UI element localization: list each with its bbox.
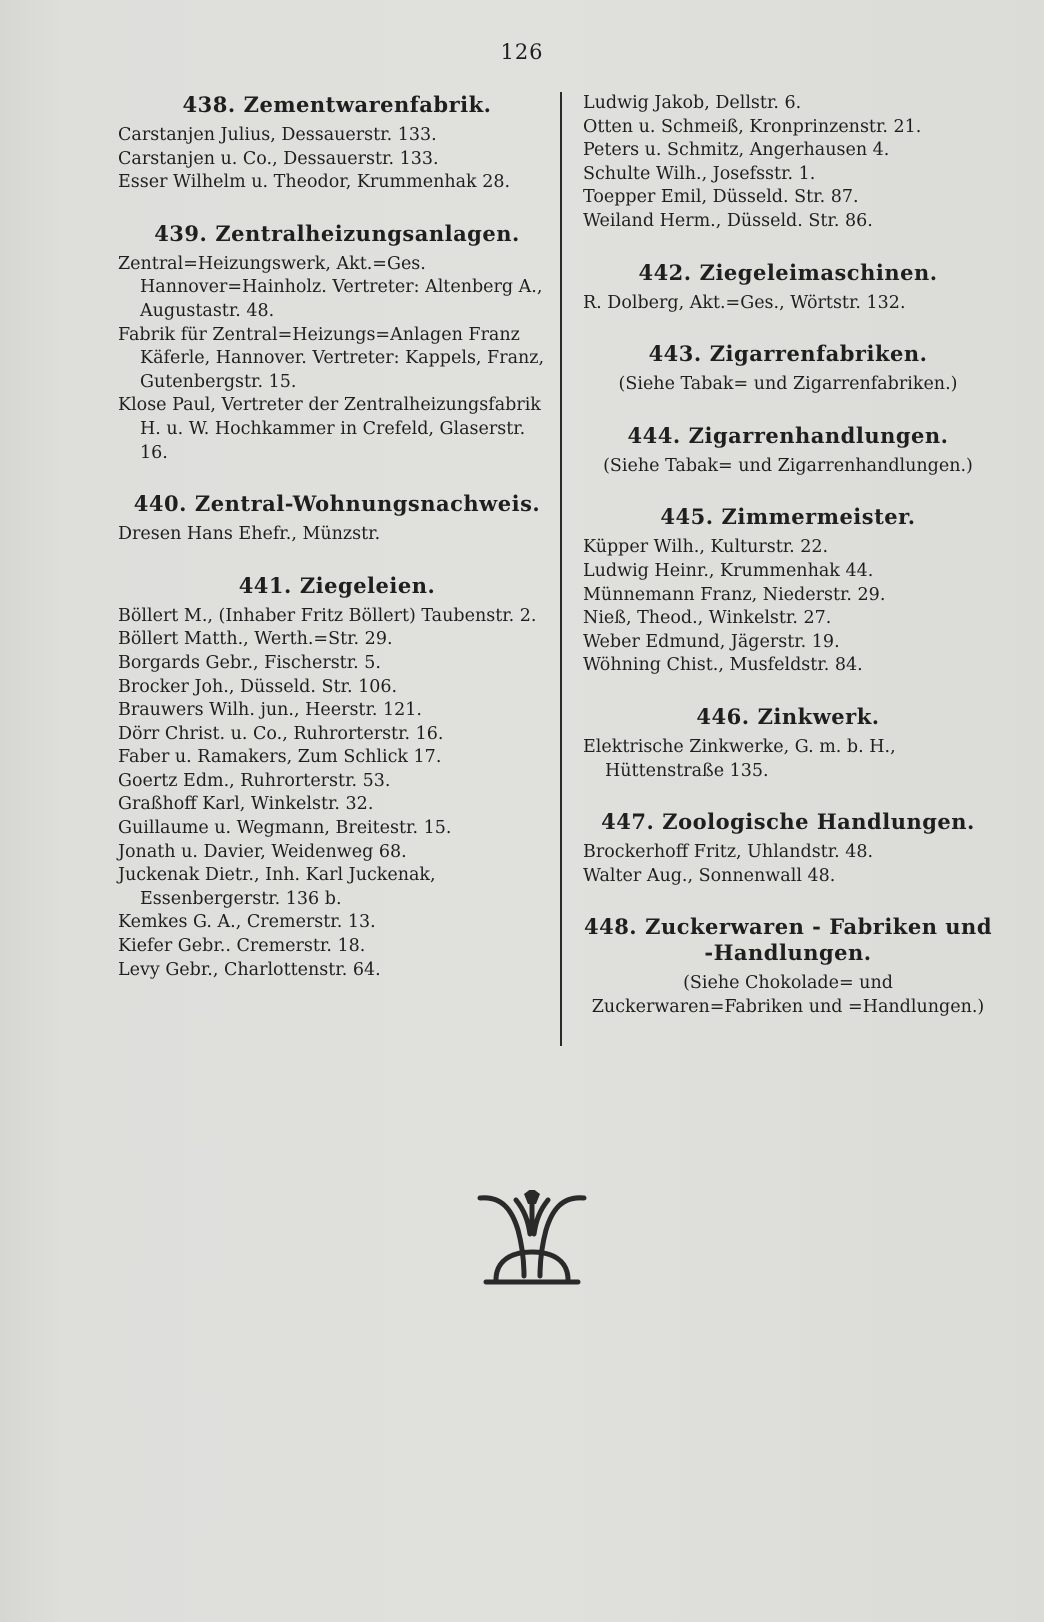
section-number: 443. (648, 341, 702, 367)
list-item: Juckenak Dietr., Inh. Karl Juckenak, Essenbergerstr. 136 b. (118, 865, 436, 909)
section-number: 448. (583, 914, 638, 940)
section-title: Zentralheizungsanlagen. (215, 220, 520, 246)
section-heading (118, 92, 556, 118)
list-item: Toepper Emil, Düsseld. Str. 87. (583, 187, 859, 208)
list-item: Jonath u. Davier, Weidenweg 68. (118, 841, 407, 862)
section-heading (118, 221, 556, 247)
section-heading (583, 809, 993, 835)
section-title: Ziegeleien. (299, 572, 436, 598)
section-heading (583, 341, 993, 367)
section-number: 440. (133, 491, 187, 517)
section-heading (583, 704, 993, 730)
section-title: Zoologische Handlungen. (662, 809, 975, 835)
section-440 (118, 491, 556, 547)
list-item: Esser Wilhelm u. Theodor, Krummenhak 28. (118, 172, 511, 193)
column-divider (560, 92, 562, 1046)
list-item: Faber u. Ramakers, Zum Schlick 17. (118, 747, 442, 768)
section-heading (583, 423, 993, 449)
section-447 (583, 809, 993, 888)
section-title: Zigarrenfabriken. (709, 341, 928, 367)
list-item: Küpper Wilh., Kulturstr. 22. (583, 537, 829, 558)
right-column (583, 92, 993, 1045)
list-item: Wöhning Chist., Musfeldstr. 84. (583, 655, 863, 676)
section-446 (583, 704, 993, 783)
list-item: R. Dolberg, Akt.=Ges., Wörtstr. 132. (583, 292, 906, 313)
section-number: 442. (638, 259, 692, 285)
section-title: Zuckerwaren - Fabriken und -Handlungen. (645, 914, 993, 966)
section-heading (118, 491, 556, 517)
section-442 (583, 260, 993, 316)
section-heading (583, 260, 993, 286)
section-448 (583, 914, 993, 1019)
list-item: Brockerhoff Fritz, Uhlandstr. 48. (583, 842, 874, 863)
section-number: 444. (627, 422, 681, 448)
list-item: Dörr Christ. u. Co., Ruhrorterstr. 16. (118, 723, 444, 744)
section-title: Zementwarenfabrik. (243, 92, 492, 117)
section-heading (118, 573, 556, 599)
section-title: Zimmermeister. (721, 504, 916, 530)
section-number: 447. (601, 809, 655, 835)
list-item: Elektrische Zinkwerke, G. m. b. H., Hüttenstraße 135. (583, 736, 896, 781)
list-item: Fabrik für Zentral=Heizungs=Anlagen Franz Käferle, Hannover. Vertreter: Kappels, Franz, Gutenbergstr. 15. (118, 324, 545, 392)
left-column (118, 92, 556, 1008)
cross-reference-note: (Siehe Chokolade= und Zuckerwaren=Fabriken und =Handlungen.) (591, 973, 985, 1017)
section-title: Zigarrenhandlungen. (688, 422, 949, 448)
art-nouveau-tulip-ornament-icon (472, 1190, 592, 1288)
list-item: Münnemann Franz, Niederstr. 29. (583, 584, 886, 605)
list-item: Peters u. Schmitz, Angerhausen 4. (583, 140, 890, 161)
list-item: Brocker Joh., Düsseld. Str. 106. (118, 676, 398, 697)
list-item: Böllert M., (Inhaber Fritz Böllert) Taubenstr. 2. (118, 605, 537, 626)
section-number: 439. (154, 220, 208, 246)
list-item: Carstanjen u. Co., Dessauerstr. 133. (118, 148, 439, 169)
list-item: Graßhoff Karl, Winkelstr. 32. (118, 794, 374, 815)
list-item: Otten u. Schmeiß, Kronprinzenstr. 21. (583, 116, 922, 137)
section-number: 446. (696, 703, 750, 729)
section-438 (118, 92, 556, 195)
list-item: Levy Gebr., Charlottenstr. 64. (118, 959, 381, 980)
section-title: Ziegeleimaschinen. (699, 259, 938, 285)
list-item: Borgards Gebr., Fischerstr. 5. (118, 652, 381, 673)
cross-reference-note: (Siehe Tabak= und Zigarrenfabriken.) (618, 374, 958, 395)
list-item: Guillaume u. Wegmann, Breitestr. 15. (118, 818, 452, 839)
section-444 (583, 423, 993, 479)
section-443 (583, 341, 993, 397)
section-title: Zinkwerk. (757, 703, 880, 729)
list-item: Ludwig Heinr., Krummenhak 44. (583, 560, 874, 581)
list-item: Brauwers Wilh. jun., Heerstr. 121. (118, 700, 422, 721)
list-item: Klose Paul, Vertreter der Zentralheizungsfabrik H. u. W. Hochkammer in Crefeld, Glaserstr. 16. (118, 395, 541, 463)
section-number: 441. (238, 572, 292, 598)
list-item: Zentral=Heizungswerk, Akt.=Ges. Hannover=Hainholz. Vertreter: Altenberg A., Augustastr. 48. (118, 253, 543, 321)
section-439 (118, 221, 556, 465)
list-item: Böllert Matth., Werth.=Str. 29. (118, 629, 393, 650)
continued-entries (583, 92, 993, 234)
list-item: Ludwig Jakob, Dellstr. 6. (583, 93, 802, 113)
section-445 (583, 504, 993, 678)
section-441 (118, 573, 556, 983)
list-item: Walter Aug., Sonnenwall 48. (583, 865, 836, 886)
section-number: 438. (182, 92, 236, 117)
list-item: Nieß, Theod., Winkelstr. 27. (583, 608, 832, 629)
section-heading (583, 504, 993, 530)
section-heading (583, 914, 993, 966)
list-item: Kemkes G. A., Cremerstr. 13. (118, 912, 376, 933)
section-number: 445. (660, 504, 714, 530)
list-item: Weiland Herm., Düsseld. Str. 86. (583, 210, 873, 231)
list-item: Weber Edmund, Jägerstr. 19. (583, 631, 840, 652)
page-number: 126 (500, 40, 544, 64)
list-item: Dresen Hans Ehefr., Münzstr. (118, 524, 381, 545)
list-item: Carstanjen Julius, Dessauerstr. 133. (118, 125, 437, 145)
list-item: Goertz Edm., Ruhrorterstr. 53. (118, 770, 391, 791)
list-item: Kiefer Gebr.. Cremerstr. 18. (118, 936, 366, 957)
list-item: Schulte Wilh., Josefsstr. 1. (583, 163, 816, 184)
section-title: Zentral-Wohnungsnachweis. (194, 491, 541, 517)
cross-reference-note: (Siehe Tabak= und Zigarrenhandlungen.) (603, 455, 973, 476)
